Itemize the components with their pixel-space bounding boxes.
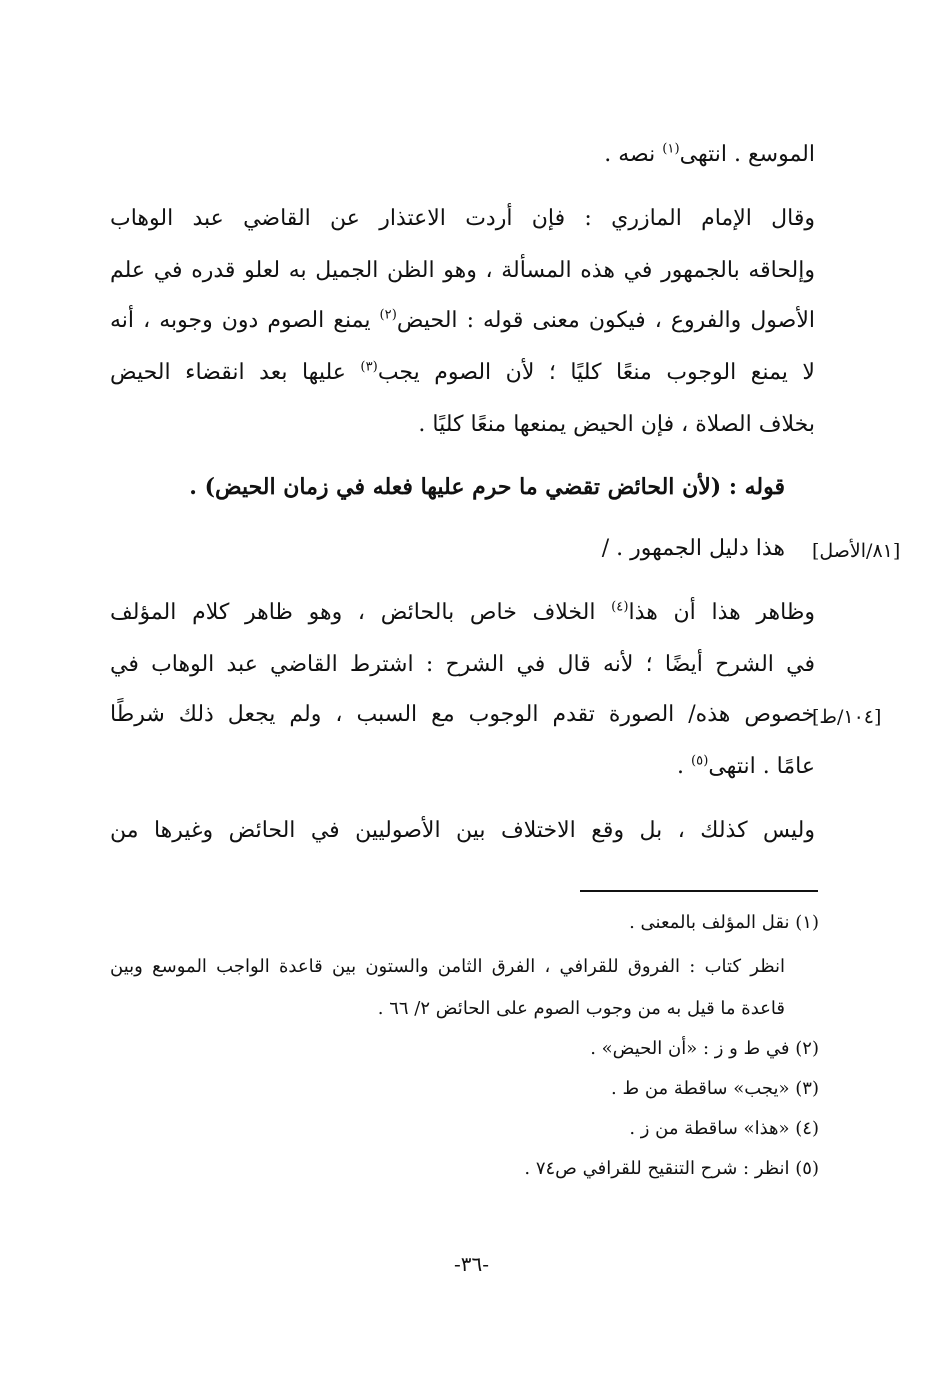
footnote-1-continuation-1: انظر كتاب : الفروق للقرافي ، الفرق الثامن والستون بين قاعدة الواجب الموسع وبين	[110, 956, 785, 977]
footnote-1	[629, 912, 819, 933]
footnote-number: (٥)	[795, 1158, 819, 1179]
footnote-ref-1[interactable]: (١)	[662, 141, 680, 157]
footnote-text: «يجب» ساقطة من ط .	[611, 1078, 790, 1099]
margin-reference-1: [٨١/الأصل]	[812, 540, 901, 562]
footnote-number: (١)	[795, 912, 819, 933]
text-fragment: يمنع الصوم دون وجوبه ، أنه	[110, 308, 371, 333]
footnote-text: في ط و ز : «أن الحيض» .	[590, 1038, 790, 1059]
footnote-2	[590, 1038, 819, 1059]
footnote-4	[629, 1118, 819, 1139]
text-fragment: عليها بعد انقضاء الحيض	[110, 360, 346, 385]
text-fragment: .	[676, 754, 684, 779]
text-fragment: الخلاف خاص بالحائض ، وهو ظاهر كلام المؤلف	[110, 600, 596, 625]
footnote-text: نقل المؤلف بالمعنى .	[629, 912, 790, 933]
body-line-5	[110, 360, 815, 385]
body-line-1	[604, 142, 815, 167]
body-line-12: وليس كذلك ، بل وقع الاختلاف بين الأصوليين في الحائض وغيرها من	[110, 818, 815, 843]
body-line-11	[677, 754, 815, 779]
footnote-number: (٣)	[795, 1078, 819, 1099]
footnote-1-continuation-2: قاعدة ما قيل به من وجوب الصوم على الحائض ٢/ ٦٦ .	[377, 998, 785, 1019]
body-line-6: بخلاف الصلاة ، فإن الحيض يمنعها منعًا كليًا .	[418, 412, 815, 437]
footnote-ref-2[interactable]: (٢)	[379, 307, 397, 323]
footnote-text: انظر : شرح التنقيح للقرافي ص٧٤ .	[524, 1158, 790, 1179]
footnote-ref-3[interactable]: (٣)	[360, 359, 378, 375]
footnote-text: «هذا» ساقطة من ز .	[629, 1118, 790, 1139]
footnote-number: (٤)	[795, 1118, 819, 1139]
text-fragment: الأصول والفروع ، فيكون معنى قوله : الحيض	[396, 308, 816, 333]
margin-reference-2: [١٠٤/ط]	[812, 706, 882, 728]
footnote-divider	[580, 890, 818, 892]
text-fragment: لا يمنع الوجوب منعًا كليًا ؛ لأن الصوم يجب	[377, 360, 815, 385]
quoted-matn-line: قوله : (لأن الحائض تقضي ما حرم عليها فعله في زمان الحيض) .	[189, 474, 785, 500]
footnote-5	[524, 1158, 819, 1179]
text-fragment: عامًا . انتهى	[708, 754, 815, 779]
body-line-3: وإلحاقه بالجمهور في هذه المسألة ، وهو الظن الجميل به لعلو قدره في علم	[110, 258, 815, 283]
text-fragment: وظاهر هذا أن هذا	[628, 600, 815, 625]
text-fragment: نصه .	[604, 142, 656, 167]
body-line-10: خصوص هذه/ الصورة تقدم الوجوب مع السبب ، ولم يجعل ذلك شرطًا	[110, 702, 815, 727]
body-line-4	[110, 308, 815, 333]
body-line-7: هذا دليل الجمهور . /	[601, 536, 785, 561]
footnote-number: (٢)	[795, 1038, 819, 1059]
text-fragment: الموسع . انتهى	[679, 142, 815, 167]
footnote-ref-5[interactable]: (٥)	[690, 753, 709, 769]
body-line-9: في الشرح أيضًا ؛ لأنه قال في الشرح : اشترط القاضي عبد الوهاب في	[110, 652, 815, 677]
footnote-ref-4[interactable]: (٤)	[611, 599, 629, 615]
body-line-8	[110, 600, 815, 625]
footnote-3	[611, 1078, 819, 1099]
body-line-2: وقال الإمام المازري : فإن أردت الاعتذار عن القاضي عبد الوهاب	[110, 206, 815, 231]
page-number: -٣٦-	[453, 1252, 489, 1276]
